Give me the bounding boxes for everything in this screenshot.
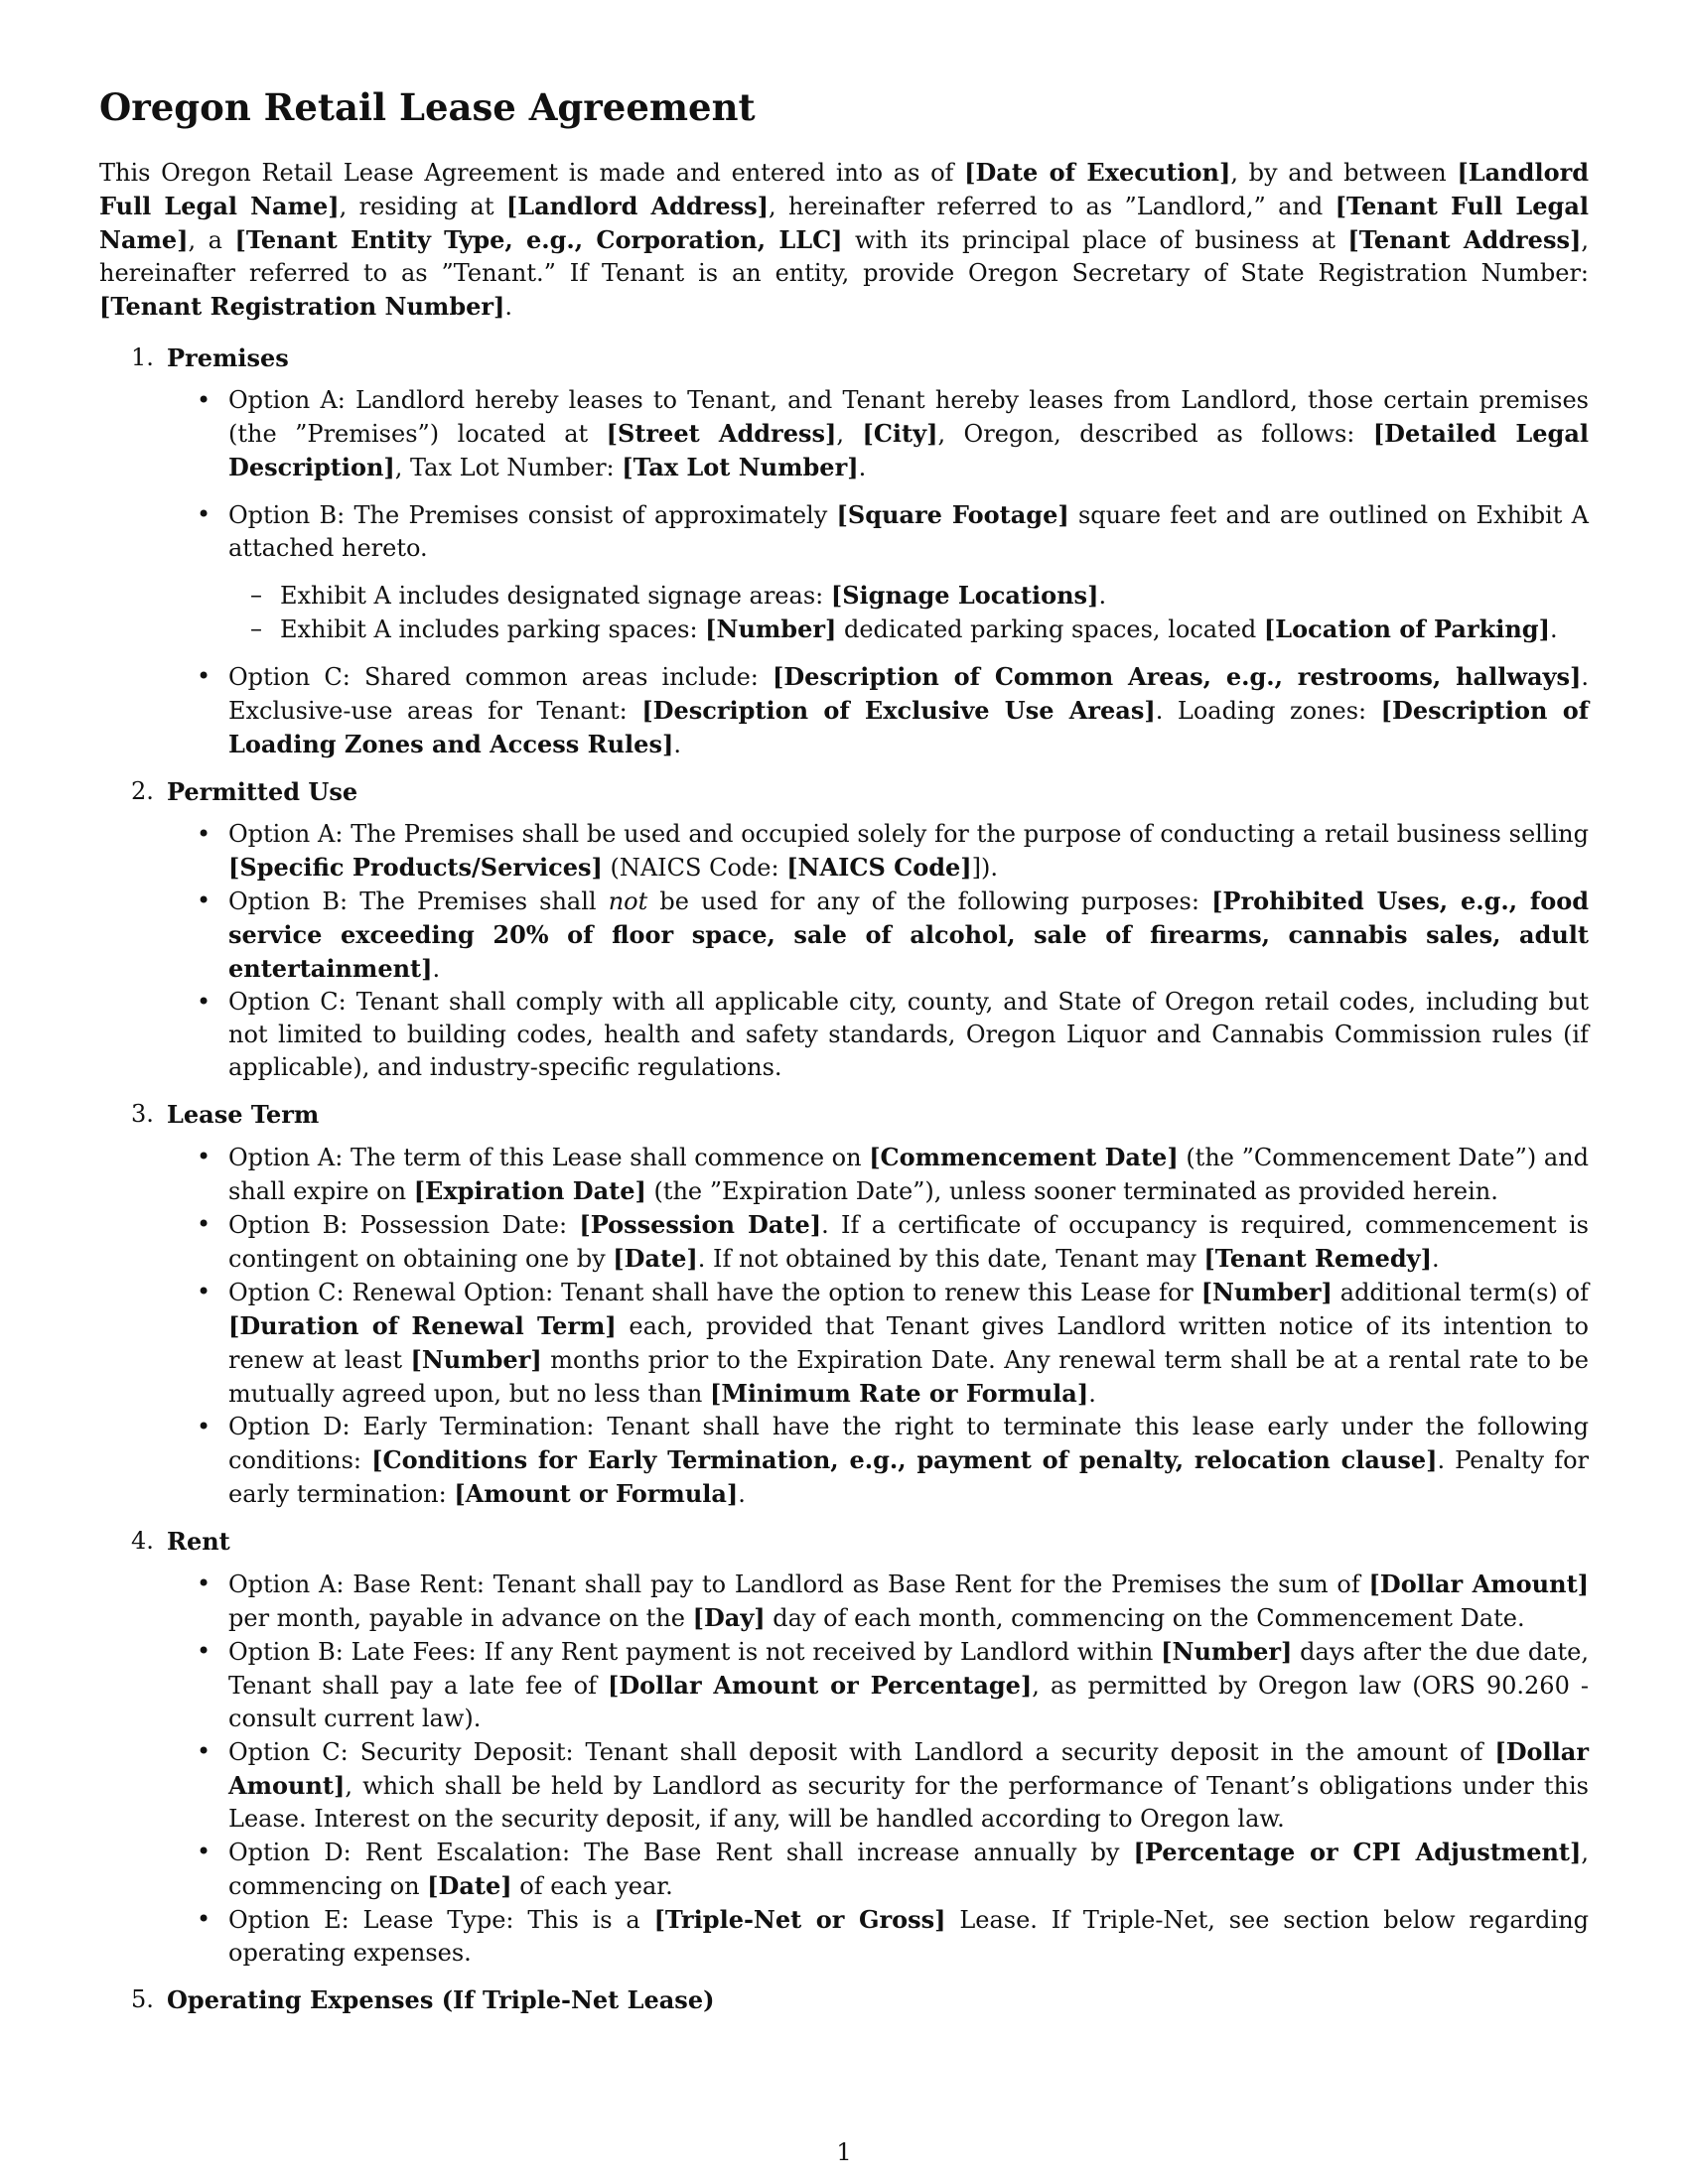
bullet-icon: • xyxy=(197,1142,211,1170)
bullet-icon: • xyxy=(197,886,211,914)
placeholder-field: [Description of Exclusive Use Areas] xyxy=(641,695,1156,725)
text-run: . xyxy=(738,1479,746,1508)
bullet-icon: • xyxy=(197,819,211,848)
bullet-icon: • xyxy=(197,1736,211,1765)
text-run: Option A: Base Rent: Tenant shall pay to Landlord as Base Rent for the Premises the sum of xyxy=(228,1570,1369,1598)
text-run: , Tax Lot Number: xyxy=(394,453,623,481)
text-run: Option C: Renewal Option: Tenant shall have the option to renew this Lease for xyxy=(228,1278,1201,1306)
placeholder-field: [Description of Loading Zones and Access Rules] xyxy=(228,695,1590,758)
text-run: of each year. xyxy=(511,1871,673,1900)
text-run: This Oregon Retail Lease Agreement is made and entered into as of xyxy=(99,158,965,187)
text-run: dedicated parking spaces, located xyxy=(836,614,1264,643)
section-number: 5. xyxy=(131,1984,154,2013)
text-run: months prior to the Expiration Date. Any renewal term shall be at a rental rate to be mutually agreed upon, but no less than xyxy=(228,1345,1589,1408)
text-run: . If not obtained by this date, Tenant may xyxy=(697,1244,1204,1273)
page-number: 1 xyxy=(836,2138,852,2166)
placeholder-field: [Location of Parking] xyxy=(1263,614,1550,643)
placeholder-field: [Street Address] xyxy=(606,418,837,448)
bullet-icon: • xyxy=(197,987,211,1016)
text-run: . xyxy=(1088,1379,1096,1408)
placeholder-field: [Tenant Address] xyxy=(1347,224,1582,254)
option-item xyxy=(167,660,1589,761)
option-item xyxy=(167,384,1589,484)
text-run: be used for any of the following purposes: xyxy=(647,887,1212,915)
sub-option-item xyxy=(228,613,1589,646)
option-item xyxy=(167,1735,1589,1836)
bullet-icon: • xyxy=(197,1904,211,1933)
option-item xyxy=(167,1141,1589,1208)
placeholder-field: [Possession Date] xyxy=(579,1209,822,1239)
bullet-icon: • xyxy=(197,385,211,414)
placeholder-field: [Expiration Date] xyxy=(413,1175,646,1205)
section-title: Permitted Use xyxy=(167,776,358,806)
placeholder-field: [Landlord Address] xyxy=(505,191,770,220)
bullet-icon: • xyxy=(197,1636,211,1665)
text-run: additional term(s) of xyxy=(1332,1278,1589,1306)
text-run: Option A: The term of this Lease shall commence on xyxy=(228,1143,870,1171)
section-list xyxy=(99,341,1589,2016)
text-run: Option E: Lease Type: This is a xyxy=(228,1905,654,1934)
section-item xyxy=(99,1983,1589,2016)
section-title: Operating Expenses (If Triple-Net Lease) xyxy=(167,1984,715,2014)
placeholder-field: [Commencement Date] xyxy=(869,1142,1179,1171)
text-run: (the ”Expiration Date”), unless sooner terminated as provided herein. xyxy=(645,1176,1498,1205)
section-title: Lease Term xyxy=(167,1099,320,1129)
placeholder-field: [Specific Products/Services] xyxy=(228,852,603,882)
text-run: , by and between xyxy=(1230,158,1458,187)
text-run: , xyxy=(836,419,863,448)
text-run: (NAICS Code: xyxy=(602,853,787,882)
text-run: . Exclusive-use areas for Tenant: xyxy=(228,662,1589,725)
placeholder-field: [Tenant Entity Type, e.g., Corporation, LLC] xyxy=(234,224,843,254)
placeholder-field: [Day] xyxy=(692,1602,766,1632)
placeholder-field: [Minimum Rate or Formula] xyxy=(709,1378,1089,1408)
bullet-icon: • xyxy=(197,1209,211,1238)
text-run: . xyxy=(1549,614,1558,643)
text-run: , which shall be held by Landlord as security for the performance of Tenant’s obligations under this Lease. Interest on the security deposit, if any, will be handled according to Oregon law. xyxy=(228,1771,1589,1833)
text-run: . xyxy=(504,292,513,321)
option-list xyxy=(167,1568,1589,1970)
placeholder-field: [Triple-Net or Gross] xyxy=(653,1904,946,1934)
bullet-icon: • xyxy=(197,1837,211,1865)
text-run: . xyxy=(858,453,867,481)
text-run: , hereinafter referred to as ”Landlord,” and xyxy=(769,192,1336,220)
option-item xyxy=(167,498,1589,646)
placeholder-field: [Landlord Full Legal Name] xyxy=(99,157,1590,220)
section-item xyxy=(99,1098,1589,1511)
text-run: . Loading zones: xyxy=(1155,696,1381,725)
text-run: Option A: Landlord hereby leases to Tenant, and Tenant hereby leases from Landlord, those certain premises (the ”Premises”) located at xyxy=(228,385,1589,448)
placeholder-field: [Number] xyxy=(410,1344,542,1374)
text-run: square feet and are outlined on Exhibit A attached hereto. xyxy=(228,500,1589,562)
section-number: 1. xyxy=(131,342,154,371)
text-run: . xyxy=(432,954,441,983)
text-run: . xyxy=(1098,581,1107,610)
text-run: . xyxy=(1431,1244,1440,1273)
option-item xyxy=(167,1836,1589,1903)
section-number: 4. xyxy=(131,1526,154,1555)
bullet-icon: • xyxy=(197,1277,211,1305)
option-item xyxy=(167,1635,1589,1735)
section-number: 3. xyxy=(131,1099,154,1128)
bullet-icon: • xyxy=(197,499,211,528)
placeholder-field: [Square Footage] xyxy=(836,499,1069,529)
placeholder-field: [Dollar Amount or Percentage] xyxy=(608,1670,1033,1700)
placeholder-field: [Tenant Remedy] xyxy=(1203,1243,1432,1273)
placeholder-field: [Percentage or CPI Adjustment] xyxy=(1133,1837,1582,1866)
option-item xyxy=(167,1411,1589,1511)
text-run: (the ”Commencement Date”) and shall expire on xyxy=(228,1143,1590,1205)
placeholder-field: [Date of Execution] xyxy=(964,157,1231,187)
placeholder-field: [City] xyxy=(862,418,938,448)
placeholder-field: [Tenant Registration Number] xyxy=(99,291,505,321)
text-run: day of each month, commencing on the Commencement Date. xyxy=(765,1603,1525,1632)
placeholder-field: [Conditions for Early Termination, e.g., payment of penalty, relocation clause] xyxy=(371,1444,1438,1474)
text-run: Option C: Security Deposit: Tenant shall deposit with Landlord a security deposit in the amount of xyxy=(228,1737,1495,1766)
placeholder-field: [Number] xyxy=(705,614,837,643)
section-number: 2. xyxy=(131,776,154,805)
text-run: days after the due date, Tenant shall pay a late fee of xyxy=(228,1637,1589,1700)
text-run: , residing at xyxy=(339,192,506,220)
placeholder-field: [Detailed Legal Description] xyxy=(228,418,1589,481)
section-title: Premises xyxy=(167,342,289,372)
document-page xyxy=(99,87,1589,2030)
text-run: . Penalty for early termination: xyxy=(228,1445,1589,1508)
text-run: per month, payable in advance on the xyxy=(228,1603,693,1632)
text-run: , Oregon, described as follows: xyxy=(937,419,1373,448)
option-item xyxy=(167,1903,1589,1970)
option-list xyxy=(167,384,1589,761)
placeholder-field: [Number] xyxy=(1161,1636,1293,1666)
placeholder-field: [Signage Locations] xyxy=(830,580,1099,610)
text-run: , as permitted by Oregon law (ORS 90.260 - consult current law). xyxy=(228,1671,1589,1732)
text-run: Option D: Rent Escalation: The Base Rent shall increase annually by xyxy=(228,1838,1134,1866)
option-item xyxy=(167,818,1589,885)
text-run: , commencing on xyxy=(228,1838,1590,1900)
text-run: with its principal place of business at xyxy=(842,225,1348,254)
option-item xyxy=(167,1568,1589,1635)
placeholder-field: [Date] xyxy=(613,1243,698,1273)
placeholder-field: [Tenant Full Legal Name] xyxy=(99,191,1589,254)
section-item xyxy=(99,775,1589,1084)
bullet-icon: • xyxy=(197,1412,211,1440)
placeholder-field: [Prohibited Uses, e.g., food service exceeding 20% of floor space, sale of alcohol, sale of firearms, cannabis sales, adult entertainment] xyxy=(228,886,1590,983)
text-run: , a xyxy=(188,225,235,254)
placeholder-field: [Amount or Formula] xyxy=(454,1478,739,1508)
text-run: , hereinafter referred to as ”Tenant.” If Tenant is an entity, provide Oregon Secretary of State Registration Number: xyxy=(99,225,1589,287)
text-run: Option B: The Premises shall xyxy=(228,887,609,915)
text-run: Option B: The Premises consist of approximately xyxy=(228,500,837,529)
placeholder-field: [Description of Common Areas, e.g., restrooms, hallways] xyxy=(773,661,1582,691)
text-run: each, provided that Tenant gives Landlord written notice of its intention to renew at least xyxy=(228,1311,1590,1374)
text-run: Option B: Possession Date: xyxy=(228,1210,580,1239)
bullet-icon: • xyxy=(197,661,211,690)
text-run: Exhibit A includes parking spaces: xyxy=(280,614,706,643)
option-item xyxy=(167,1276,1589,1411)
bullet-icon: • xyxy=(197,1569,211,1597)
section-title: Rent xyxy=(167,1526,230,1556)
sub-option-item xyxy=(228,579,1589,613)
text-run: . If a certificate of occupancy is required, commencement is contingent on obtaining one by xyxy=(228,1210,1589,1273)
option-list xyxy=(167,1141,1589,1511)
option-item xyxy=(167,1208,1589,1276)
option-list xyxy=(167,818,1589,1084)
section-item xyxy=(99,341,1589,761)
dash-icon: – xyxy=(250,580,262,609)
text-run: Exhibit A includes designated signage areas: xyxy=(280,581,831,610)
section-item xyxy=(99,1525,1589,1970)
text-run: ]). xyxy=(971,853,999,882)
placeholder-field: [Tax Lot Number] xyxy=(622,452,859,481)
text-run: Lease. If Triple-Net, see section below regarding operating expenses. xyxy=(228,1905,1590,1967)
placeholder-field: [Dollar Amount] xyxy=(1368,1569,1590,1598)
text-run: Option C: Tenant shall comply with all applicable city, county, and State of Oregon retail codes, including but not limited to building codes, health and safety standards, Oregon Liquor and Cannabis Commission rules (if applicable), and industry-specific regulations. xyxy=(228,987,1589,1081)
document-title: Oregon Retail Lease Agreement xyxy=(99,85,756,129)
option-item xyxy=(167,885,1589,986)
intro-paragraph xyxy=(99,156,1589,324)
placeholder-field: [NAICS Code] xyxy=(786,852,972,882)
placeholder-field: [Dollar Amount] xyxy=(228,1736,1589,1800)
placeholder-field: [Date] xyxy=(427,1870,512,1900)
text-run: Option C: Shared common areas include: xyxy=(228,662,774,691)
text-run: Option A: The Premises shall be used and occupied solely for the purpose of conducting a retail business selling xyxy=(228,819,1589,848)
text-run: Option B: Late Fees: If any Rent payment is not received by Landlord within xyxy=(228,1637,1162,1666)
dash-icon: – xyxy=(250,614,262,642)
emphasis-text: not xyxy=(608,887,648,915)
text-run: Option D: Early Termination: Tenant shall have the right to terminate this lease early under the following conditions: xyxy=(228,1412,1589,1474)
option-item xyxy=(167,986,1589,1084)
sub-option-list xyxy=(228,579,1589,646)
text-run: . xyxy=(673,730,681,758)
placeholder-field: [Duration of Renewal Term] xyxy=(228,1310,617,1340)
placeholder-field: [Number] xyxy=(1200,1277,1333,1306)
